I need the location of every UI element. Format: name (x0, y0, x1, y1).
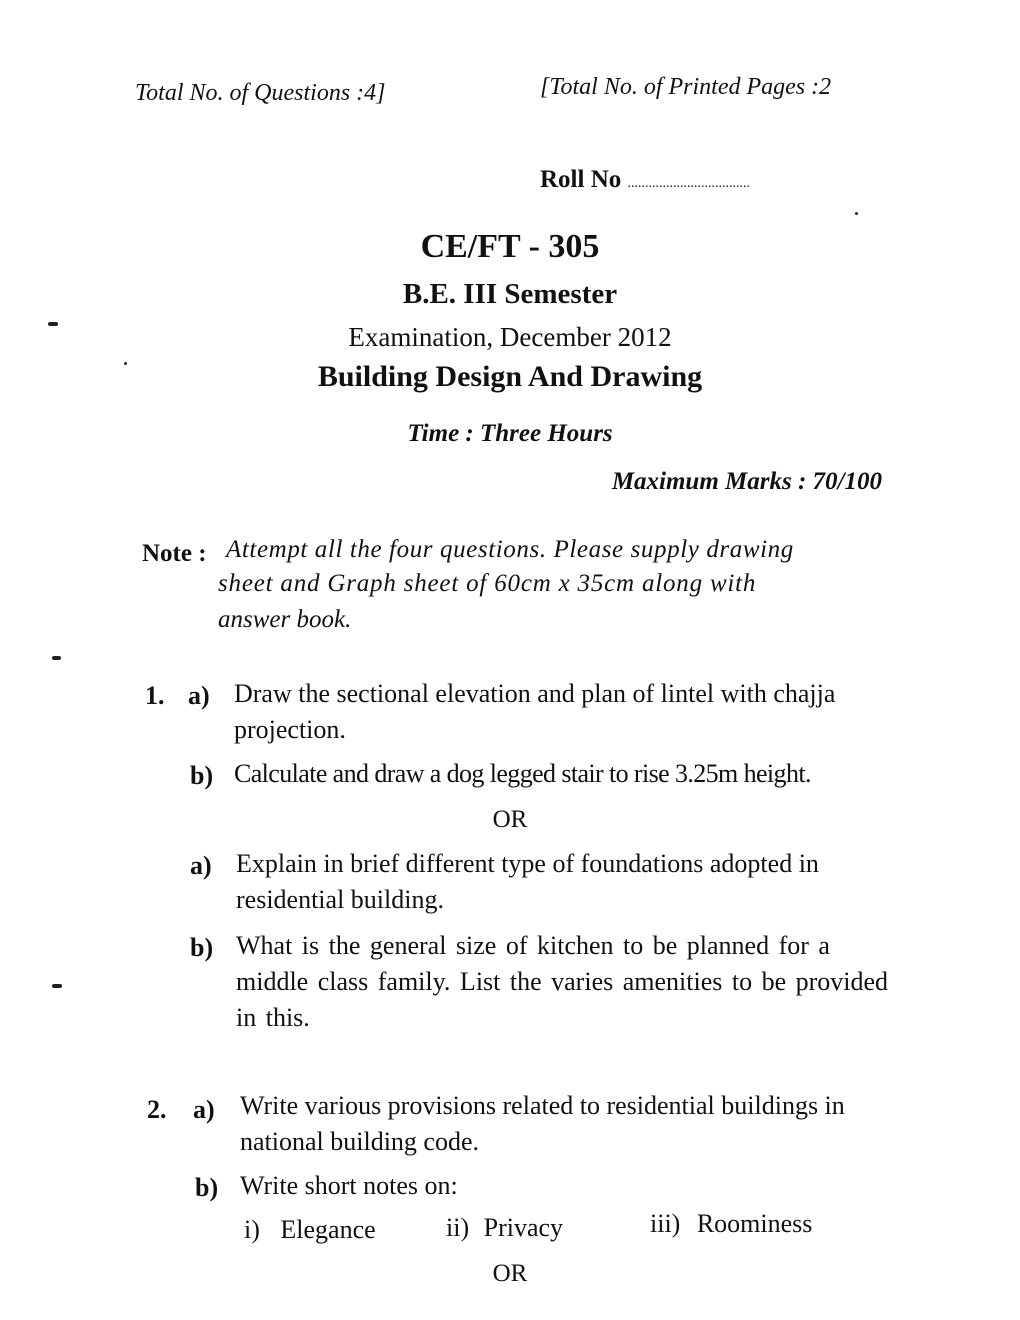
scan-speck (52, 656, 61, 660)
q1c-label: a) (190, 851, 212, 880)
total-questions: Total No. of Questions :4] (135, 80, 386, 106)
maximum-marks: Maximum Marks : 70/100 (611, 468, 882, 495)
q2b-label: b) (195, 1173, 219, 1202)
q1b-label: b) (190, 761, 214, 790)
roll-no (540, 166, 750, 194)
exam-time: Time : Three Hours (407, 420, 613, 447)
q2b-item-3-label: iii) (650, 1209, 681, 1238)
q2b-item-3-text: Roominess (696, 1209, 813, 1238)
scan-speck (124, 362, 127, 365)
note-label: Note : (142, 540, 207, 567)
q2b-item-3 (650, 1206, 812, 1242)
q2-number: 2. (147, 1095, 167, 1124)
q1c-text: Explain in brief different type of foundations adopted in residential building. (236, 849, 819, 914)
q2b-item-1-label: i) (244, 1215, 260, 1244)
roll-no-blank: ................................... (627, 176, 750, 191)
q1-number: 1. (145, 681, 165, 710)
exam-session: Examination, December 2012 (348, 322, 672, 352)
q2b-item-1 (244, 1212, 376, 1248)
printed-pages: [Total No. of Printed Pages :2 (540, 74, 832, 100)
course-code: CE/FT - 305 (420, 228, 600, 265)
scan-speck (855, 212, 858, 215)
q2b-item-1-text: Elegance (280, 1215, 376, 1244)
q2a-text: Write various provisions related to residential buildings in national building code. (240, 1091, 845, 1156)
q2b-item-2-text: Privacy (483, 1213, 564, 1242)
q2-or: OR (492, 1260, 528, 1287)
q2b-item-2 (446, 1210, 563, 1246)
q2a-label: a) (193, 1095, 215, 1124)
scan-speck (52, 984, 62, 988)
roll-no-label: Roll No (540, 166, 622, 193)
note-line-3: answer book. (218, 606, 352, 633)
semester: B.E. III Semester (402, 278, 618, 310)
q1d-label: b) (190, 933, 214, 962)
note-line-2: sheet and Graph sheet of 60cm x 35cm along with (218, 570, 757, 597)
subject-title: Building Design And Drawing (317, 360, 703, 393)
q2b-text: Write short notes on: (240, 1171, 458, 1200)
q2b-item-2-label: ii) (446, 1213, 470, 1242)
scan-speck (48, 322, 58, 326)
q1b-text: Calculate and draw a dog legged stair to rise 3.25m height. (234, 759, 811, 788)
q1a-text: Draw the sectional elevation and plan of lintel with chajja projection. (234, 679, 836, 744)
q1d-text: What is the general size of kitchen to be planned for a middle class family. List the varies amenities to be provided in this. (236, 931, 889, 1032)
q1-or: OR (492, 806, 528, 833)
q1a-label: a) (188, 681, 210, 710)
note-line-1: Attempt all the four questions. Please supply drawing (226, 536, 794, 563)
